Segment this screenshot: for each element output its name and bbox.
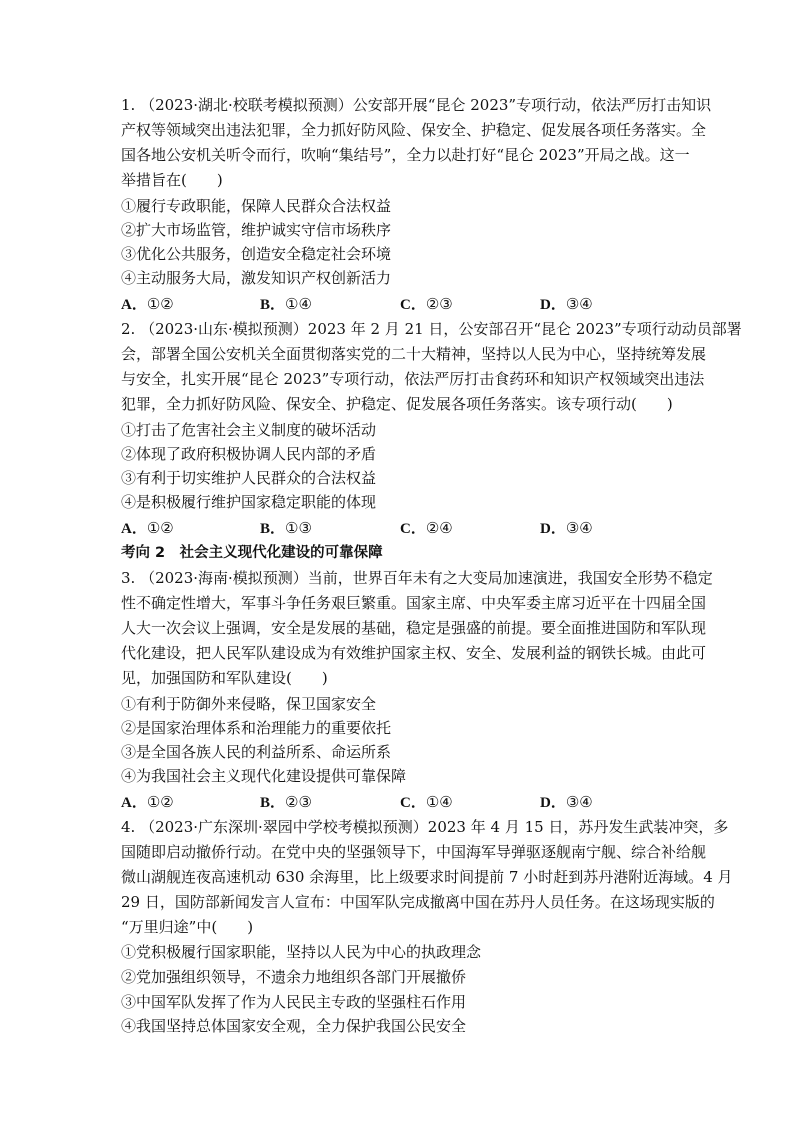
section-heading: 考向 2 社会主义现代化建设的可靠保障: [121, 545, 383, 561]
option-d[interactable]: D．③④: [540, 295, 593, 313]
option-a[interactable]: A．①②: [121, 519, 174, 537]
question-4-line-2: 国随即启动撤侨行动。在党中央的坚强领导下，中国海军导弹驱逐舰南宁舰、综合补给舰: [121, 843, 707, 861]
question-3-line-5: 见，加强国防和军队建设( ): [121, 669, 328, 687]
question-2-statement-2: ②体现了政府积极协调人民内部的矛盾: [121, 445, 377, 463]
option-b[interactable]: B．①③: [260, 519, 312, 537]
question-2-statement-4: ④是积极履行维护国家稳定职能的体现: [121, 493, 377, 511]
question-4-statement-3: ③中国军队发挥了作为人民民主专政的坚强柱石作用: [121, 993, 467, 1011]
option-c[interactable]: C．①④: [400, 793, 453, 811]
option-b[interactable]: B．②③: [260, 793, 312, 811]
question-4-line-5: “万里归途”中( ): [121, 918, 254, 936]
question-2-line-3: 与安全，扎实开展“昆仑 2023”专项行动，依法严厉打击食药环和知识产权领域突出违法: [121, 370, 705, 388]
option-a[interactable]: A．①②: [121, 793, 174, 811]
question-1-statement-1: ①履行专政职能，保障人民群众合法权益: [121, 197, 392, 215]
option-d[interactable]: D．③④: [540, 519, 593, 537]
question-2-statement-1: ①打击了危害社会主义制度的破坏活动: [121, 421, 377, 439]
question-1-line-3: 国各地公安机关听令而行，吹响“集结号”，全力以赴打好“昆仑 2023”开局之战。这一: [121, 146, 690, 164]
question-2-line-4: 犯罪，全力抓好防风险、保安全、护稳定、促发展各项任务落实。该专项行动( ): [121, 395, 673, 413]
question-3-statement-1: ①有利于防御外来侵略，保卫国家安全: [121, 695, 377, 713]
option-c[interactable]: C．②④: [400, 519, 453, 537]
option-b[interactable]: B．①④: [260, 295, 312, 313]
question-4-statement-4: ④我国坚持总体国家安全观，全力保护我国公民安全: [121, 1017, 467, 1035]
question-4-statement-1: ①党积极履行国家职能，坚持以人民为中心的执政理念: [121, 943, 482, 961]
option-a[interactable]: A．①②: [121, 295, 174, 313]
question-3-statement-3: ③是全国各族人民的利益所系、命运所系: [121, 743, 392, 761]
question-4-line-1: 4. （2023·广东深圳·翠园中学校考模拟预测）2023 年 4 月 15 日，苏丹发生武装冲突，多: [121, 818, 729, 836]
question-1-statement-4: ④主动服务大局，激发知识产权创新活力: [121, 269, 392, 287]
question-4-statement-2: ②党加强组织领导，不遗余力地组织各部门开展撤侨: [121, 968, 467, 986]
question-1-line-4: 举措旨在( ): [121, 171, 223, 189]
question-3-statement-4: ④为我国社会主义现代化建设提供可靠保障: [121, 767, 407, 785]
question-3-line-1: 3. （2023·海南·模拟预测）当前，世界百年未有之大变局加速演进，我国安全形势不稳定: [121, 569, 713, 587]
question-1-line-2: 产权等领域突出违法犯罪，全力抓好防风险、保安全、护稳定、促发展各项任务落实。全: [121, 121, 707, 139]
question-2-line-2: 会，部署全国公安机关全面贯彻落实党的二十大精神，坚持以人民为中心，坚持统筹发展: [121, 345, 707, 363]
question-3-line-4: 代化建设，把人民军队建设成为有效维护国家主权、安全、发展利益的钢铁长城。由此可: [121, 644, 707, 662]
question-2-line-1: 2. （2023·山东·模拟预测）2023 年 2 月 21 日，公安部召开“昆仑 2023”专项行动动员部署: [121, 320, 742, 338]
option-c[interactable]: C．②③: [400, 295, 453, 313]
question-3-statement-2: ②是国家治理体系和治理能力的重要依托: [121, 719, 392, 737]
question-3-line-2: 性不确定性增大，军事斗争任务艰巨繁重。国家主席、中央军委主席习近平在十四届全国: [121, 594, 707, 612]
question-1-statement-3: ③优化公共服务，创造安全稳定社会环境: [121, 245, 392, 263]
question-1-statement-2: ②扩大市场监管，维护诚实守信市场秩序: [121, 221, 392, 239]
question-1-line-1: 1. （2023·湖北·校联考模拟预测）公安部开展“昆仑 2023”专项行动，依法严厉打击知识: [121, 96, 712, 114]
question-2-statement-3: ③有利于切实维护人民群众的合法权益: [121, 469, 377, 487]
option-d[interactable]: D．③④: [540, 793, 593, 811]
question-4-line-4: 29 日，国防部新闻发言人宣布：中国军队完成撤离中国在苏丹人员任务。在这场现实版的: [121, 893, 715, 911]
question-3-line-3: 人大一次会议上强调，安全是发展的基础，稳定是强盛的前提。要全面推进国防和军队现: [121, 619, 707, 637]
question-4-line-3: 微山湖舰连夜高速机动 630 余海里，比上级要求时间提前 7 小时赶到苏丹港附近海域。4 月: [121, 868, 733, 886]
